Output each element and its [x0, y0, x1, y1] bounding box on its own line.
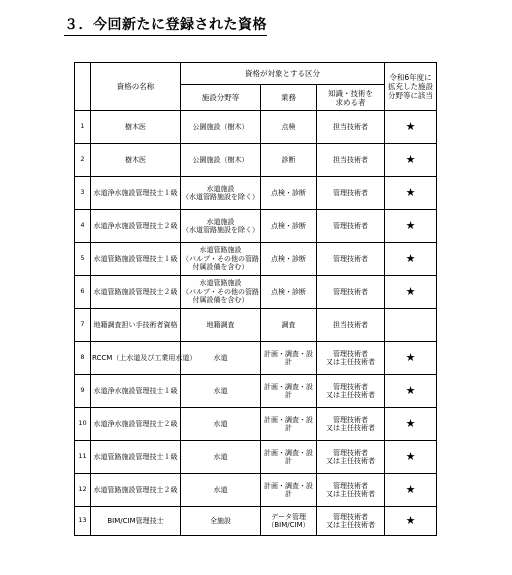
header-expanded: 令和6年度に 拡充した施設 分野等に該当 [385, 63, 437, 111]
knowledge-holder: 管理技術者 [317, 210, 385, 243]
expanded-star-mark: ★ [385, 441, 437, 474]
table-row [75, 243, 437, 276]
facility-field: 水道 [181, 474, 261, 507]
table-row [75, 111, 437, 144]
facility-field: 水道管路施設 （バルブ・その他の管路 付属設備を含む） [181, 276, 261, 309]
table-row [75, 507, 437, 536]
expanded-star-mark: ★ [385, 210, 437, 243]
qualification-name: 水道浄水施設管理技士１級 [91, 177, 181, 210]
header-name: 資格の名称 [91, 63, 181, 111]
knowledge-holder: 管理技術者 又は主任技術者 [317, 408, 385, 441]
row-number: 4 [75, 210, 91, 243]
page-title: ３．今回新たに登録された資格 [64, 14, 267, 36]
expanded-star-mark: ★ [385, 111, 437, 144]
facility-field: 水道 [181, 342, 261, 375]
facility-field: 水道施設 （水道管路施設を除く） [181, 210, 261, 243]
qualification-name: 水道管路施設管理技士２級 [91, 474, 181, 507]
work-type: 診断 [261, 144, 317, 177]
row-number: 5 [75, 243, 91, 276]
knowledge-holder: 管理技術者 又は主任技術者 [317, 375, 385, 408]
table-row [75, 309, 437, 342]
facility-field: 水道 [181, 375, 261, 408]
knowledge-holder: 管理技術者 [317, 243, 385, 276]
expanded-star-mark: ★ [385, 507, 437, 536]
work-type: 点検・診断 [261, 210, 317, 243]
row-number: 7 [75, 309, 91, 342]
table-row [75, 144, 437, 177]
knowledge-holder: 管理技術者 又は主任技術者 [317, 474, 385, 507]
qualification-name: 水道管路施設管理技士２級 [91, 276, 181, 309]
table-row [75, 408, 437, 441]
work-type: データ管理 （BIM/CIM） [261, 507, 317, 536]
row-number: 1 [75, 111, 91, 144]
table-row [75, 177, 437, 210]
qualification-name: 水道浄水施設管理技士２級 [91, 408, 181, 441]
knowledge-holder: 管理技術者 又は主任技術者 [317, 441, 385, 474]
expanded-star-mark: ★ [385, 408, 437, 441]
header-category-group: 資格が対象とする区分 [181, 63, 385, 85]
row-number: 13 [75, 507, 91, 536]
header-facility: 施設分野等 [181, 85, 261, 111]
table-row [75, 342, 437, 375]
expanded-star-mark: ★ [385, 144, 437, 177]
qualification-name: 水道管路施設管理技士１級 [91, 243, 181, 276]
qualification-name: 樹木医 [91, 111, 181, 144]
work-type: 点検 [261, 111, 317, 144]
qualification-name: BIM/CIM管理技士 [91, 507, 181, 536]
work-type: 計画・調査・設計 [261, 474, 317, 507]
row-number: 11 [75, 441, 91, 474]
header-knowledge: 知識・技術を 求める者 [317, 85, 385, 111]
work-type: 調査 [261, 309, 317, 342]
knowledge-holder: 管理技術者 [317, 276, 385, 309]
expanded-star-mark [385, 309, 437, 342]
qualification-name: RCCM（上水道及び工業用水道） [91, 342, 181, 375]
work-type: 計画・調査・設計 [261, 408, 317, 441]
work-type: 点検・診断 [261, 177, 317, 210]
qualification-name: 水道浄水施設管理技士１級 [91, 375, 181, 408]
work-type: 計画・調査・設計 [261, 342, 317, 375]
qualification-name: 水道浄水施設管理技士２級 [91, 210, 181, 243]
facility-field: 公園施設（樹木） [181, 111, 261, 144]
qualification-name: 水道管路施設管理技士１級 [91, 441, 181, 474]
table-row [75, 375, 437, 408]
qualification-name: 地籍調査担い手技術者資格 [91, 309, 181, 342]
row-number: 8 [75, 342, 91, 375]
header-work: 業務 [261, 85, 317, 111]
facility-field: 地籍調査 [181, 309, 261, 342]
expanded-star-mark: ★ [385, 474, 437, 507]
qualification-name: 樹木医 [91, 144, 181, 177]
table-body [75, 111, 437, 536]
knowledge-holder: 担当技術者 [317, 144, 385, 177]
row-number: 10 [75, 408, 91, 441]
facility-field: 水道 [181, 408, 261, 441]
knowledge-holder: 管理技術者 [317, 177, 385, 210]
facility-field: 公園施設（樹木） [181, 144, 261, 177]
knowledge-holder: 管理技術者 又は主任技術者 [317, 507, 385, 536]
expanded-star-mark: ★ [385, 276, 437, 309]
work-type: 点検・診断 [261, 243, 317, 276]
row-number: 9 [75, 375, 91, 408]
expanded-star-mark: ★ [385, 243, 437, 276]
table-row [75, 276, 437, 309]
table-row [75, 210, 437, 243]
expanded-star-mark: ★ [385, 177, 437, 210]
table-row [75, 441, 437, 474]
qualification-table [74, 62, 437, 536]
row-number: 6 [75, 276, 91, 309]
row-number: 12 [75, 474, 91, 507]
header-number [75, 63, 91, 111]
work-type: 計画・調査・設計 [261, 375, 317, 408]
facility-field: 全施設 [181, 507, 261, 536]
work-type: 計画・調査・設計 [261, 441, 317, 474]
expanded-star-mark: ★ [385, 375, 437, 408]
knowledge-holder: 管理技術者 又は主任技術者 [317, 342, 385, 375]
facility-field: 水道施設 （水道管路施設を除く） [181, 177, 261, 210]
table-row [75, 474, 437, 507]
work-type: 点検・診断 [261, 276, 317, 309]
facility-field: 水道 [181, 441, 261, 474]
facility-field: 水道管路施設 （バルブ・その他の管路 付属設備を含む） [181, 243, 261, 276]
knowledge-holder: 担当技術者 [317, 111, 385, 144]
knowledge-holder: 担当技術者 [317, 309, 385, 342]
expanded-star-mark: ★ [385, 342, 437, 375]
row-number: 3 [75, 177, 91, 210]
row-number: 2 [75, 144, 91, 177]
